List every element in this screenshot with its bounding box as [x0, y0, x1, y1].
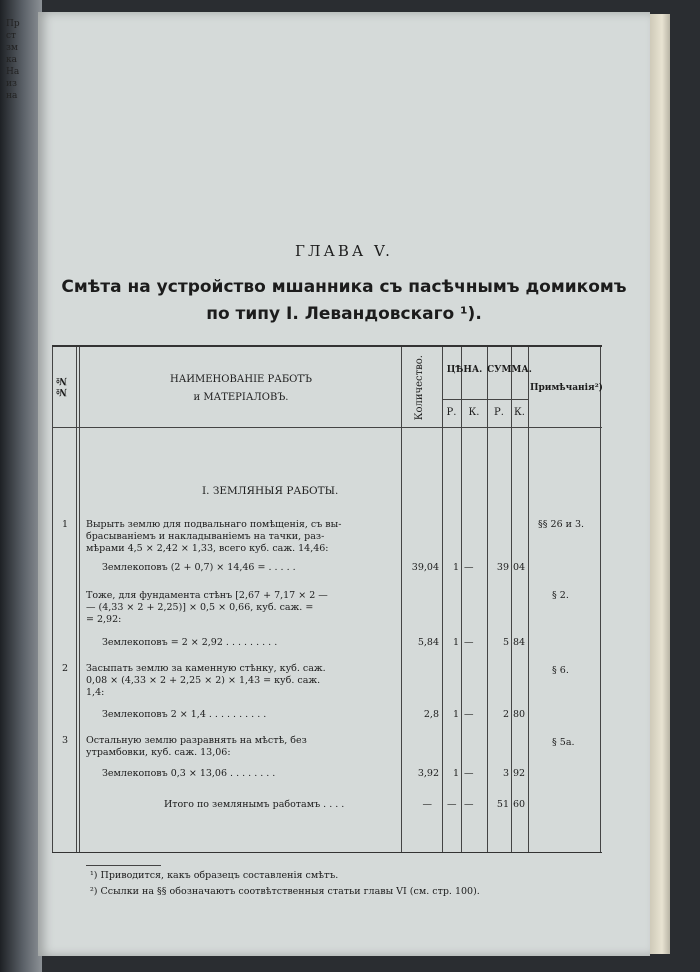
- row-number: 1: [62, 519, 69, 530]
- row-number: 2: [62, 663, 69, 674]
- header-quantity: Количество.: [414, 355, 425, 421]
- footnote-2: ²) Ссылки на §§ обозначаютъ соотвѣтственныя статьи главы VI (см. стр. 100).: [90, 886, 480, 897]
- row-note: § 5а.: [552, 737, 575, 748]
- row-sum-kop: 80: [513, 709, 526, 720]
- row-quantity: 5,84: [417, 637, 439, 648]
- row-number: 3: [62, 735, 69, 746]
- row-description: Засыпать землю за каменную стѣнку, куб. саж. 0,08 × (4,33 × 2 + 2,25 × 2) × 1,43 = куб. саж. 1,4:: [86, 663, 326, 698]
- row-price-rub: 1: [452, 562, 459, 573]
- row-sum-kop: 84: [513, 637, 526, 648]
- header-price: ЦѢНА.: [446, 365, 483, 375]
- header-price-kop: К.: [468, 407, 480, 418]
- adjacent-page-text: Пр ст зм ка На из на: [6, 19, 20, 101]
- table-rule: [52, 427, 602, 428]
- row-quantity: 39,04: [411, 562, 439, 573]
- title-line-2: по типу I. Левандовскаго ¹).: [206, 304, 482, 324]
- row-price-rub: 1: [452, 768, 459, 779]
- table-rule: [461, 347, 462, 852]
- row-description: Землекоповъ 0,3 × 13,06 . . . . . . . .: [102, 768, 276, 779]
- row-sum-kop: 92: [513, 768, 526, 779]
- header-sum-kop: К.: [514, 407, 525, 418]
- table-rule: [442, 399, 528, 400]
- page-title: [38, 274, 650, 328]
- row-quantity: 3,92: [417, 768, 439, 779]
- section-heading: I. ЗЕМЛЯНЫЯ РАБОТЫ.: [202, 485, 339, 497]
- footnote-1: ¹) Приводится, какъ образецъ составленія смѣтъ.: [90, 870, 339, 881]
- total-price-kop: —: [464, 799, 474, 810]
- total-sum-rub: 51: [496, 799, 509, 810]
- row-price-kop: —: [464, 562, 474, 573]
- table-rule: [511, 347, 512, 852]
- row-price-kop: —: [464, 709, 474, 720]
- row-note: § 6.: [552, 665, 569, 676]
- table-rule: [52, 347, 53, 852]
- row-description: Тоже, для фундамента стѣнъ [2,67 + 7,17 × 2 — — (4,33 × 2 + 2,25)] × 0,5 × 0,66, куб. саж. = = 2,92:: [86, 590, 328, 625]
- row-price-kop: —: [464, 637, 474, 648]
- header-notes: Примѣчанія²): [530, 383, 603, 393]
- title-line-1: Смѣта на устройство мшанника съ пасѣчнымъ домикомъ: [61, 277, 627, 297]
- row-sum-rub: 3: [502, 768, 509, 779]
- header-price-rub: Р.: [446, 407, 457, 418]
- row-sum-rub: 39: [496, 562, 509, 573]
- row-price-rub: 1: [452, 709, 459, 720]
- row-description: Землекоповъ 2 × 1,4 . . . . . . . . . .: [102, 709, 267, 720]
- page-edge: [650, 14, 670, 954]
- book-page: [38, 12, 650, 956]
- total-sum-kop: 60: [513, 799, 526, 810]
- row-price-rub: 1: [452, 637, 459, 648]
- total-quantity: —: [422, 799, 432, 810]
- row-price-kop: —: [464, 768, 474, 779]
- row-note: §§ 26 и 3.: [538, 519, 585, 530]
- table-rule: [76, 347, 77, 852]
- row-sum-rub: 5: [502, 637, 509, 648]
- table-rule: [79, 347, 80, 852]
- row-description: Вырыть землю для подвальнаго помѣщенія, съ вы- брасываніемъ и накладываніемъ на тачки, раз- мѣрами 4,5 × 2,42 × 1,33, всего куб. саж. 14,46:: [86, 519, 342, 554]
- adjacent-page: [0, 0, 42, 972]
- row-note: § 2.: [552, 590, 569, 601]
- row-description: Остальную землю разравнять на мѣстѣ, без утрамбовки, куб. саж. 13,06:: [86, 735, 307, 758]
- header-sum: СУММА.: [487, 365, 532, 375]
- row-sum-rub: 2: [502, 709, 509, 720]
- chapter-heading: ГЛАВА V.: [295, 242, 393, 260]
- table-rule: [600, 347, 601, 852]
- total-price-rub: —: [447, 799, 457, 810]
- footnote-rule: [86, 865, 161, 866]
- total-label: Итого по землянымъ работамъ . . . .: [164, 799, 345, 810]
- table-rule: [528, 347, 529, 852]
- row-description: Землекоповъ (2 + 0,7) × 14,46 = . . . . .: [102, 562, 296, 573]
- estimate-table: [52, 345, 602, 853]
- row-sum-kop: 04: [513, 562, 526, 573]
- header-number: №№: [56, 375, 67, 397]
- header-sum-rub: Р.: [494, 407, 504, 418]
- row-quantity: 2,8: [423, 709, 439, 720]
- row-description: Землекоповъ = 2 × 2,92 . . . . . . . . .: [102, 637, 278, 648]
- header-name: НАИМЕНОВАНІЕ РАБОТЪ и МАТЕРІАЛОВЪ.: [169, 374, 312, 403]
